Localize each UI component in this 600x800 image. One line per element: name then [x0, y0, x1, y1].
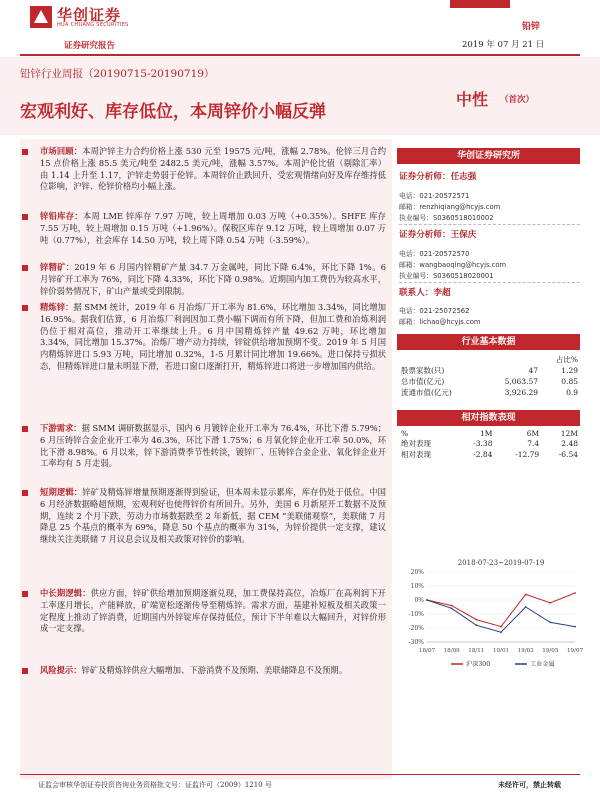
analyst-role: 证券分析师： — [399, 230, 451, 240]
summary-item — [40, 588, 386, 635]
y-tick-label: 20% — [410, 569, 424, 576]
analyst-phone: 电话：021-20572570 — [399, 250, 470, 258]
summary-item — [40, 302, 386, 373]
analyst-name: 任志强 — [450, 172, 477, 182]
table-col-header: 占比% — [555, 355, 578, 364]
sector-tag: 铅锌 — [522, 22, 541, 32]
analyst-email[interactable]: 邮箱：lichao@hcyjs.com — [399, 318, 481, 326]
analyst-license: 执业编号：S0360518010002 — [399, 214, 494, 222]
legend-label: 工业金属 — [530, 661, 555, 668]
data-point — [475, 624, 477, 626]
institute-header: 华创证券研究所 — [397, 148, 580, 164]
rating: 中性 — [456, 90, 489, 109]
y-tick-label: 10% — [410, 583, 424, 590]
y-tick-label: -20% — [408, 625, 424, 632]
summary-text: 据 SMM 统计，2019 年 6 月冶炼厂开工率为 81.6%，环比增加 3.34%，同比增加 16.95%。据我们估算，6 月冶炼厂利润因加工费小幅下调而有所下降，但加工费和冶炼利润仍位于相对高位，推动开工率继续上升。6 月中国精炼锌产量 49.62 万吨，环比增加 3.34%，同比增加 15.37%。冶炼厂增产动力持续，锌锭供给增加预期不变。2019 年 5 月国内精炼锌进口 5.93 万吨，同比增加 0.32%，1-5 月累计同比增加 19.66%。进口保持亏损状态，但精炼锌进口量未明显下滑，若进口窗口逐渐打开，精炼锌进口将进一步增加国内供给。 — [40, 302, 386, 371]
data-point — [500, 631, 502, 633]
table-cell: 0.85 — [561, 377, 578, 386]
summary-label: 下游需求： — [40, 423, 82, 433]
relative-index-table — [399, 428, 580, 460]
analyst-email[interactable]: 邮箱：wangbaoqing@hcyjs.com — [399, 261, 507, 269]
table-cell: -12.79 — [515, 450, 540, 459]
bullet-square-icon — [22, 668, 28, 674]
industry-data-table — [399, 354, 580, 398]
table-col-header: 1M — [480, 428, 493, 438]
table-cell: 0.9 — [566, 388, 578, 397]
data-point — [500, 626, 502, 628]
table-cell: -2.84 — [473, 450, 493, 459]
summary-item — [40, 423, 386, 470]
table-cell: 绝对表现 — [401, 439, 431, 448]
report-date: 2019 年 07 月 21 日 — [462, 40, 545, 50]
x-tick-label: 19/01 — [492, 648, 510, 654]
header-divider — [20, 54, 580, 56]
analyst-1 — [399, 170, 476, 182]
summary-text: 锌矿及精炼锌增量预期逐渐得到验证，但本周未显示累库，库存仍处于低位。中国 6 月经济数据略超预期，宏观利好也使得锌价有所回升。另外，美国 6 月新屋开工数据不及预期，连续 2 个月下跌，劳动力市场数据跌至 2 年新低，据 CEM “美联储观察”，美联储 7 月降息 25 个基点的概率为 69%，降息 50 个基点的概率为 31%，为锌价提供一定支撑，建议继续关注美联储 7 月议息会议及相关政策对锌价的影响。 — [40, 487, 386, 545]
y-tick-label: -10% — [408, 611, 424, 618]
page-title: 宏观利好、库存低位，本周锌价小幅反弹 — [20, 102, 326, 122]
header-accent-bar — [450, 0, 510, 8]
summary-label: 锌铅库存： — [40, 211, 83, 221]
summary-text: 锌矿及精炼锌供应大幅增加、下游消费不及预期、美联储降息不及预期。 — [81, 665, 348, 675]
bullet-square-icon — [22, 305, 28, 311]
summary-item — [40, 487, 386, 546]
summary-text: 本周 LME 锌库存 7.97 万吨，较上周增加 0.03 万吨（+0.35%）。SHFE 库存 7.55 万吨，较上周增加 0.15 万吨（+1.96%）。保税区库存 9.12 万吨，较上周增加 0.07 万吨（0.77%），社会库存 14.50 万吨，较上周下降 0.54 万吨（-3.59%）。 — [40, 211, 386, 245]
bullet-square-icon — [22, 591, 28, 597]
analyst-phone: 电话：021-25072562 — [399, 307, 470, 315]
bullet-square-icon — [22, 426, 28, 432]
data-point — [426, 599, 428, 601]
summary-label: 市场回顾： — [40, 146, 83, 156]
bullet-square-icon — [22, 149, 28, 155]
table-row — [399, 438, 580, 449]
legend-label: 沪深300 — [466, 661, 491, 668]
x-tick-label: 19/05 — [542, 648, 559, 654]
relative-performance-chart — [399, 556, 584, 674]
summary-label: 锌精矿： — [40, 262, 75, 272]
summary-text: 2019 年 6 月国内锌精矿产量 34.7 万金属吨，同比下降 6.4%，环比下降 1%。6 月锌矿开工率为 76%，同比下降 4.33%，环比下降 0.98%。近期国内加工费仍为较高水平，锌价弱势情况下，矿山产量或受到限制。 — [40, 262, 386, 296]
table-row — [399, 365, 580, 376]
summary-item — [40, 146, 386, 193]
chart-title: 2018-07-23~2019-07-19 — [457, 559, 545, 567]
bullet-square-icon — [22, 490, 28, 496]
summary-text: 本周沪锌主力合约价格上涨 530 元至 19575 元/吨，涨幅 2.78%。伦锌三月合约 15 点价格上涨 85.5 美元/吨至 2482.5 美元/吨，涨幅 3.57%。本周沪伦比值（剔除汇率）由 1.14 上升至 1.17，沪锌走势弱于伦锌。本周锌价止跌回升，受宏观情绪向好及库存维持低位影响，沪锌、伦锌价格均小幅上涨。 — [40, 146, 386, 192]
table-cell: 5,063.57 — [504, 377, 539, 386]
analyst-email[interactable]: 邮箱：renzhiqiang@hcyjs.com — [399, 203, 501, 211]
table-cell: 7.4 — [527, 439, 540, 448]
table-cell: -3.38 — [473, 439, 493, 448]
y-tick-label: -30% — [408, 639, 424, 646]
table-col-header: 6M — [526, 428, 540, 438]
x-tick-label: 18/11 — [468, 648, 485, 654]
x-tick-label: 19/03 — [517, 648, 534, 654]
table-col-header: % — [401, 428, 409, 438]
summary-item — [40, 262, 386, 297]
summary-text: 据 SMM 调研数据显示，国内 6 月镀锌企业开工率为 76.4%，环比下滑 5.79%；6 月压铸锌合金企业开工率为 46.3%，环比下滑 1.75%；6 月氧化锌企业开工率 50.0%，环比下滑 8.98%。6 月以来，锌下游消费季节性转淡，镀锌厂、压铸锌合金企业、氧化锌企业开工率均有 5 月走弱。 — [40, 423, 386, 469]
analyst-role: 证券分析师： — [399, 172, 451, 182]
industry-data-header: 行业基本数据 — [397, 334, 580, 350]
contact-person — [399, 286, 451, 298]
footer-notice: 未经许可，禁止转载 — [498, 780, 561, 789]
analyst-role: 联系人： — [399, 288, 434, 298]
y-tick-label: 0% — [414, 597, 424, 604]
analyst-name: 李超 — [433, 288, 451, 298]
data-point — [549, 602, 551, 604]
brand-name: 华创证券 — [57, 6, 122, 24]
table-cell: 流通市值(亿元) — [401, 388, 452, 397]
data-point — [574, 592, 576, 594]
bullet-square-icon — [22, 214, 28, 220]
x-tick-label: 18/09 — [443, 648, 460, 654]
brand-logo-mark — [30, 6, 52, 28]
series-line — [427, 593, 575, 627]
summary-text: 供应方面，锌矿供给增加预期逐渐兑现，加工费保持高位，冶炼厂在高利润下开工率逐月增长，产能释放，矿端宽松逐渐传导至精炼锌。需求方面，基建补短板及相关政策一定程度上推动了锌消费，近期国内外锌锭库存保持低位，预计下半年难以大幅回升，对锌价形成一定支撑。 — [40, 588, 386, 634]
summary-label: 风险提示： — [40, 665, 82, 675]
report-type: 证券研究报告 — [64, 41, 116, 51]
table-header-row — [399, 428, 580, 438]
analyst-license: 执业编号：S0360518020001 — [399, 272, 494, 280]
table-row — [399, 387, 580, 398]
table-cell: 2.48 — [561, 439, 578, 448]
relative-index-header: 相对指数表现 — [397, 410, 580, 426]
table-col-header: 12M — [560, 428, 578, 438]
data-point — [525, 594, 527, 596]
summary-label: 精炼锌： — [40, 302, 74, 312]
table-cell: -6.54 — [558, 450, 578, 459]
rating-note: （首次） — [500, 95, 535, 105]
table-cell: 47 — [528, 366, 539, 375]
summary-label: 短期逻辑： — [40, 487, 83, 497]
footer-license: 证监会审核华创证券投资咨询业务资格批文号：证监许可（2009）1210 号 — [38, 781, 272, 789]
data-point — [549, 622, 551, 624]
summary-label: 中长期逻辑： — [40, 588, 91, 598]
brand-name-en: HUA CHUANG SECURITIES — [57, 22, 129, 28]
data-point — [451, 608, 453, 610]
x-tick-label: 19/07 — [566, 648, 584, 654]
analyst-name: 王保庆 — [450, 230, 477, 240]
x-tick-label: 18/07 — [418, 648, 436, 654]
data-point — [525, 606, 527, 608]
table-row — [399, 449, 580, 460]
table-row — [399, 376, 580, 387]
data-point — [574, 626, 576, 628]
table-cell: 3,926.29 — [504, 388, 539, 397]
report-subtitle: 铅锌行业周报（20190715-20190719） — [20, 68, 215, 80]
analyst-phone: 电话：021-20572571 — [399, 192, 470, 200]
summary-item — [40, 211, 386, 246]
table-cell: 股票家数(只) — [401, 366, 445, 375]
table-cell: 总市值(亿元) — [401, 377, 445, 386]
divider — [399, 224, 580, 225]
data-point — [451, 605, 453, 607]
table-cell: 1.29 — [561, 366, 578, 375]
analyst-2 — [399, 228, 476, 240]
summary-item — [40, 665, 386, 677]
table-header-row — [399, 354, 580, 365]
data-point — [475, 619, 477, 621]
bullet-square-icon — [22, 265, 28, 271]
divider — [399, 282, 580, 283]
table-cell: 相对表现 — [401, 450, 431, 459]
footer-divider — [20, 774, 580, 775]
